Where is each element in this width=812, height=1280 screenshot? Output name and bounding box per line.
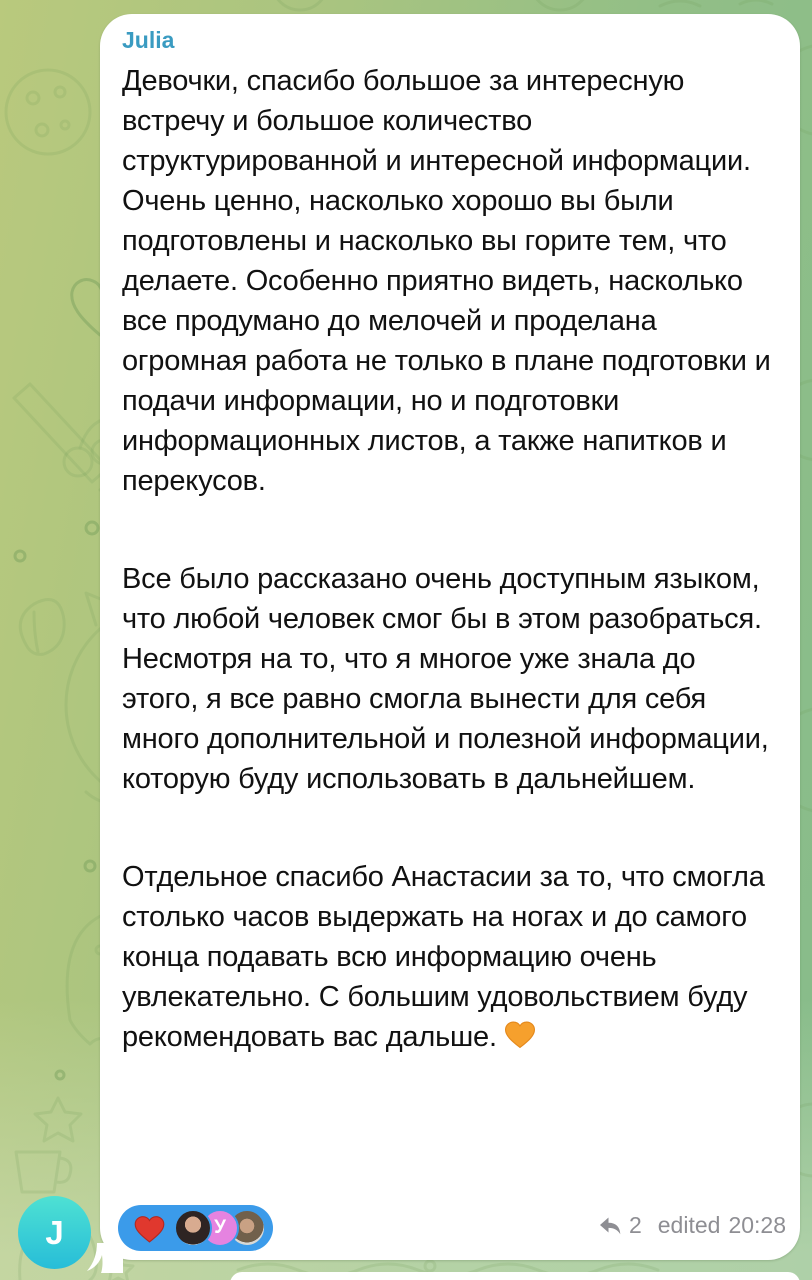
heart-reaction-icon bbox=[133, 1213, 166, 1244]
reaction-pill[interactable] bbox=[118, 1205, 273, 1251]
reactor-avatar-initial: У bbox=[201, 1209, 239, 1247]
orange-heart-emoji bbox=[503, 1018, 537, 1050]
reply-count-group[interactable] bbox=[598, 1212, 642, 1239]
leaf-doodle bbox=[20, 600, 64, 655]
reactor-avatars bbox=[174, 1209, 266, 1247]
reactor-avatar-photo bbox=[174, 1209, 212, 1247]
dot-doodle bbox=[85, 861, 95, 871]
reply-arrow-icon bbox=[598, 1214, 622, 1237]
top-edge-doodles bbox=[272, 0, 772, 10]
bubble-tail bbox=[87, 1243, 123, 1275]
message-meta bbox=[598, 1212, 786, 1239]
cookie-doodle bbox=[6, 70, 90, 154]
dot-doodle bbox=[86, 522, 98, 534]
dot-doodle bbox=[15, 551, 25, 561]
edited-label: edited bbox=[657, 1211, 721, 1238]
dot-doodle bbox=[56, 1071, 64, 1079]
message-bubble[interactable] bbox=[100, 14, 800, 1260]
next-message-bubble-partial bbox=[230, 1272, 800, 1280]
message-paragraph: Девочки, спасибо большое за интересную встречу и большое количество структурированной и интересной информации. Очень ценно, насколько хорошо вы были подготовлены и насколько вы горите тем, что делаете. Особенно приятно видеть, насколько все продумано до мелочей и проделана огромная работа не только в плане подготовки и подачи информации, но и подготовки информационных листов, а также напитков и перекусов. bbox=[122, 65, 771, 497]
reply-count: 2 bbox=[628, 1211, 642, 1238]
message-paragraph: Отдельное спасибо Анастасии за то, что смогла столько часов выдержать на ногах и до самого конца подавать всю информацию очень увлекательно. С большим удовольствием буду рекомендовать вас дальше. bbox=[122, 861, 765, 1053]
message-footer bbox=[122, 1205, 786, 1251]
sender-avatar[interactable] bbox=[18, 1196, 91, 1269]
star-doodle bbox=[35, 1098, 81, 1141]
message-time: 20:28 bbox=[728, 1211, 786, 1238]
message-paragraph: Все было рассказано очень доступным языком, что любой человек смог бы в этом разобраться. Несмотря на то, что я многое уже знала до этого, я все равно смогла вынести для себя много дополнительной и полезной информации, которую буду использовать в дальнейшем. bbox=[122, 563, 769, 795]
cup-doodle bbox=[16, 1152, 71, 1192]
sender-name[interactable]: Julia bbox=[122, 27, 175, 53]
avatar-initial: J bbox=[45, 1213, 64, 1251]
message-text bbox=[122, 61, 778, 1057]
